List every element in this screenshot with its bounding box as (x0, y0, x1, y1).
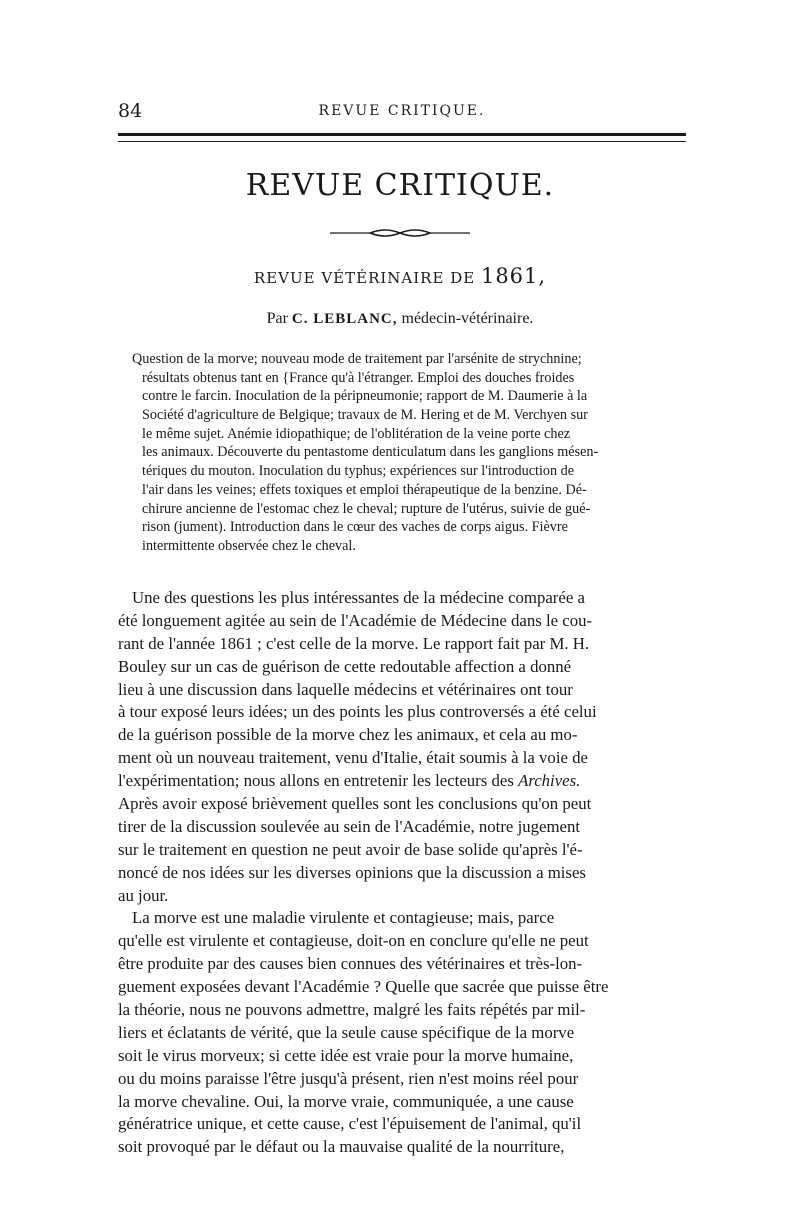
subtitle-text: REVUE VÉTÉRINAIRE DE (253, 269, 476, 287)
summary-line: tériques du mouton. Inoculation du typhus; expériences sur l'introduction de (142, 463, 575, 480)
paragraph-line: de la guérison possible de la morve chez les animaux, et cela au mo- (118, 725, 578, 745)
paragraph-line: soit provoqué par le défaut ou la mauvaise qualité de la nourriture, (118, 1137, 565, 1157)
summary-line: chirure ancienne de l'estomac chez le cheval; rupture de l'utérus, suivie de gué- (142, 500, 591, 517)
subtitle-punct: , (538, 264, 547, 288)
byline-author: C. LEBLANC, (291, 311, 398, 327)
paragraph-line: être produite par des causes bien connues des vétérinaires et très-lon- (118, 954, 583, 974)
summary-line: l'air dans les veines; effets toxiques et emploi thérapeutique de la benzine. Dé- (142, 481, 587, 498)
header-rule-thick (118, 133, 686, 136)
paragraph-line: liers et éclatants de vérité, que la seule cause spécifique de la morve (118, 1022, 575, 1042)
paragraph-line: à tour exposé leurs idées; un des points les plus controversés a été celui (118, 702, 597, 722)
paragraph-line: lieu à une discussion dans laquelle médecins et vétérinaires ont tour (118, 679, 573, 699)
byline-role: médecin-vétérinaire. (401, 310, 534, 327)
section-subtitle (0, 264, 800, 288)
summary-line: le même sujet. Anémie idiopathique; de l'oblitération de la veine porte chez (142, 425, 571, 442)
running-head (118, 100, 686, 122)
paragraph-line: Bouley sur un cas de guérison de cette redoutable affection a donné (118, 656, 572, 676)
paragraph-line: Une des questions les plus intéressantes de la médecine comparée a (132, 588, 585, 607)
paragraph-line: sur le traitement en question ne peut avoir de base solide qu'après l'é- (118, 839, 583, 859)
paragraph-line: été longuement agitée au sein de l'Académie de Médecine dans le cou- (118, 610, 593, 630)
paragraph-line: génératrice unique, et cette cause, c'est l'épuisement de l'animal, qu'il (118, 1114, 582, 1134)
body-text (118, 587, 686, 1159)
summary-line: rison (jument). Introduction dans le cœur des vaches de corps aigus. Fièvre (142, 519, 568, 536)
running-title: REVUE CRITIQUE. (318, 103, 486, 119)
paragraph-line-text: l'expérimentation; nous allons en entretenir les lecteurs des (118, 771, 514, 791)
byline (0, 310, 800, 328)
paragraph-line: tirer de la discussion soulevée au sein de l'Académie, notre jugement (118, 816, 581, 836)
paragraph-line: Après avoir exposé brièvement quelles sont les conclusions qu'on peut (118, 794, 592, 814)
paragraph-line: rant de l'année 1861 ; c'est celle de la morve. Le rapport fait par M. H. (118, 633, 590, 653)
page-title: REVUE CRITIQUE. (245, 168, 555, 203)
paragraph-line: ment où un nouveau traitement, venu d'Italie, était soumis à la voie de (118, 748, 588, 768)
summary-line: Société d'agriculture de Belgique; travaux de M. Hering et de M. Verchyen sur (142, 407, 588, 424)
paragraph-line: soit le virus morveux; si cette idée est vraie pour la morve humaine, (118, 1045, 574, 1065)
paragraph-line: au jour. (118, 885, 169, 905)
paragraph-line (118, 770, 686, 793)
summary-line: Question de la morve; nouveau mode de traitement par l'arsénite de strychnine; (132, 351, 582, 367)
paragraph-line: la théorie, nous ne pouvons admettre, malgré les faits répétés par mil- (118, 1000, 586, 1020)
archives-italic: Archives. (518, 771, 581, 791)
paragraph-line: ou du moins paraisse l'être jusqu'à présent, rien n'est moins réel pour (118, 1068, 579, 1088)
summary-line: résultats obtenus tant en {France qu'à l'étranger. Emploi des douches froides (142, 369, 575, 386)
summary-abstract (132, 350, 688, 556)
paragraph-line: guement exposées devant l'Académie ? Quelle que sacrée que puisse être (118, 977, 609, 997)
subtitle-year: 1861 (480, 264, 539, 288)
paragraph-line: la morve chevaline. Oui, la morve vraie, communiquée, a une cause (118, 1091, 574, 1111)
ornament-divider-icon (330, 226, 470, 240)
paragraph-line: La morve est une maladie virulente et contagieuse; mais, parce (132, 908, 555, 928)
paragraph-line: noncé de nos idées sur les diverses opinions que la discussion a mises (118, 862, 586, 882)
header-rule-thin (118, 141, 686, 142)
summary-line: intermittente observée chez le cheval. (142, 537, 356, 554)
summary-line: contre le farcin. Inoculation de la péripneumonie; rapport de M. Daumerie à la (142, 388, 588, 405)
paragraph-line: qu'elle est virulente et contagieuse, doit-on en conclure qu'elle ne peut (118, 931, 589, 951)
byline-prefix: Par (266, 310, 288, 327)
summary-line: les animaux. Découverte du pentastome denticulatum dans les ganglions mésen- (142, 444, 599, 461)
page-number: 84 (118, 100, 143, 122)
